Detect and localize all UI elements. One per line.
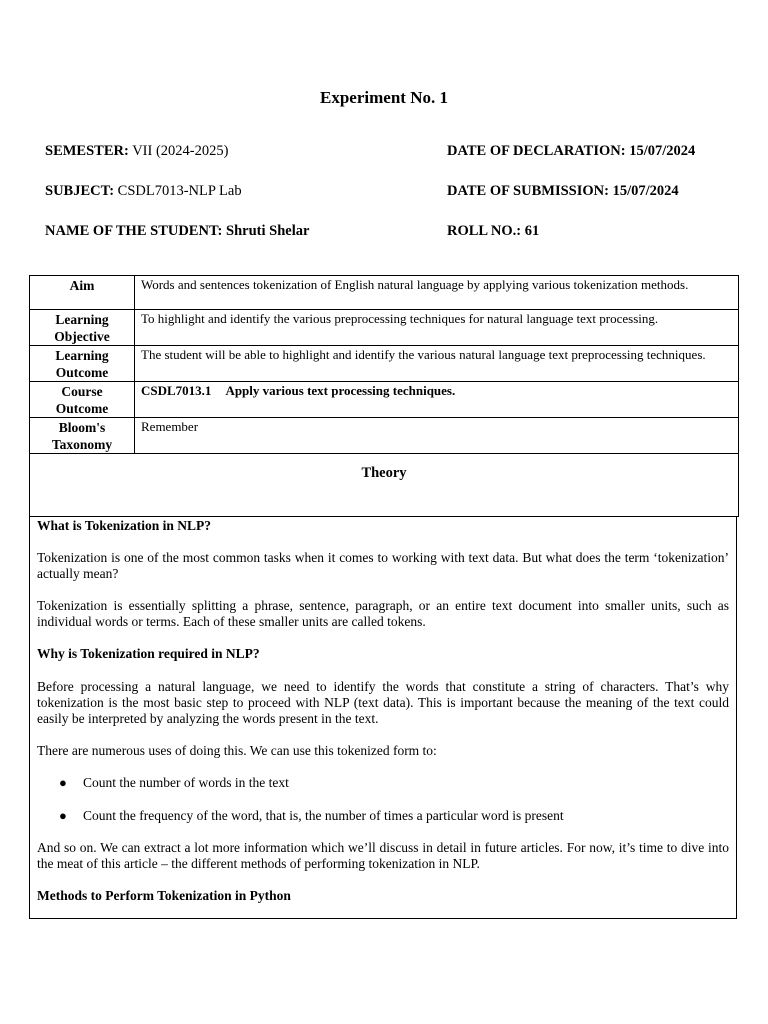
theory-title: Theory [361,465,407,481]
section-heading-methods: Methods to Perform Tokenization in Python [37,888,291,903]
subject-value: CSDL7013-NLP Lab [117,183,242,199]
declaration-value: 15/07/2024 [629,143,696,159]
submission-label: DATE OF SUBMISSION: [447,183,609,199]
semester-field [45,143,228,160]
learning-objective-label: Learning Objective [30,310,135,346]
course-outcome-code: CSDL7013.1 [141,383,212,398]
roll-field [447,223,539,240]
table-row [30,382,739,418]
semester-label: SEMESTER: [45,143,129,159]
list-item-text: Count the frequency of the word, that is, the number of times a particular word is present [83,808,564,823]
course-outcome-text: Apply various text processing techniques. [225,383,456,398]
learning-outcome-label: Learning Outcome [30,346,135,382]
bullet-icon: ● [59,808,67,823]
blooms-taxonomy-label: Bloom's Taxonomy [30,418,135,454]
table-row [30,276,739,310]
roll-label: ROLL NO.: [447,223,522,239]
experiment-info-table [29,275,739,454]
uses-list [37,775,729,824]
declaration-field [447,143,695,160]
table-row [30,346,739,382]
roll-value: 61 [524,223,540,239]
learning-outcome-value: The student will be able to highlight and identify the various natural language text preprocessing techniques. [135,346,739,382]
student-field [45,223,309,240]
learning-objective-value: To highlight and identify the various preprocessing techniques for natural language text processing. [135,310,739,346]
page-title: Experiment No. 1 [320,88,448,107]
student-label: NAME OF THE STUDENT: [45,223,223,239]
list-item-text: Count the number of words in the text [83,775,289,790]
submission-value: 15/07/2024 [612,183,679,199]
course-outcome-label: Course Outcome [30,382,135,418]
aim-label: Aim [30,276,135,310]
submission-field [447,183,679,200]
paragraph-5: And so on. We can extract a lot more information which we’ll discuss in detail in future articles. For now, it’s time to dive into the meat of this article – the different methods of performing tokenization in NLP. [37,840,729,871]
paragraph-1: Tokenization is one of the most common tasks when it comes to working with text data. But what does the term ‘tokenization’ actually mean? [37,550,729,581]
subject-label: SUBJECT: [45,183,115,199]
paragraph-3: Before processing a natural language, we need to identify the words that constitute a string of characters. That’s why tokenization is the most basic step to proceed with NLP (text data). This is important because the meaning of the text could easily be interpreted by analyzing the words present in the text. [37,679,729,726]
paragraph-2: Tokenization is essentially splitting a phrase, sentence, paragraph, or an entire text document into smaller units, such as individual words or terms. Each of these smaller units are called tokens. [37,598,729,629]
list-item [37,808,729,824]
aim-value: Words and sentences tokenization of English natural language by applying various tokenization methods. [135,276,739,310]
course-outcome-value [135,382,739,418]
paragraph-4: There are numerous uses of doing this. We can use this tokenized form to: [37,743,437,758]
section-heading-what-is: What is Tokenization in NLP? [37,518,212,533]
semester-value: VII (2024-2025) [132,143,229,159]
table-row [30,310,739,346]
section-heading-why: Why is Tokenization required in NLP? [37,646,260,661]
list-item [37,775,729,791]
theory-content [29,516,737,919]
blooms-taxonomy-value: Remember [135,418,739,454]
declaration-label: DATE OF DECLARATION: [447,143,626,159]
theory-header-box [29,446,739,517]
student-value: Shruti Shelar [226,223,310,239]
subject-field [45,183,242,200]
bullet-icon: ● [59,775,67,790]
